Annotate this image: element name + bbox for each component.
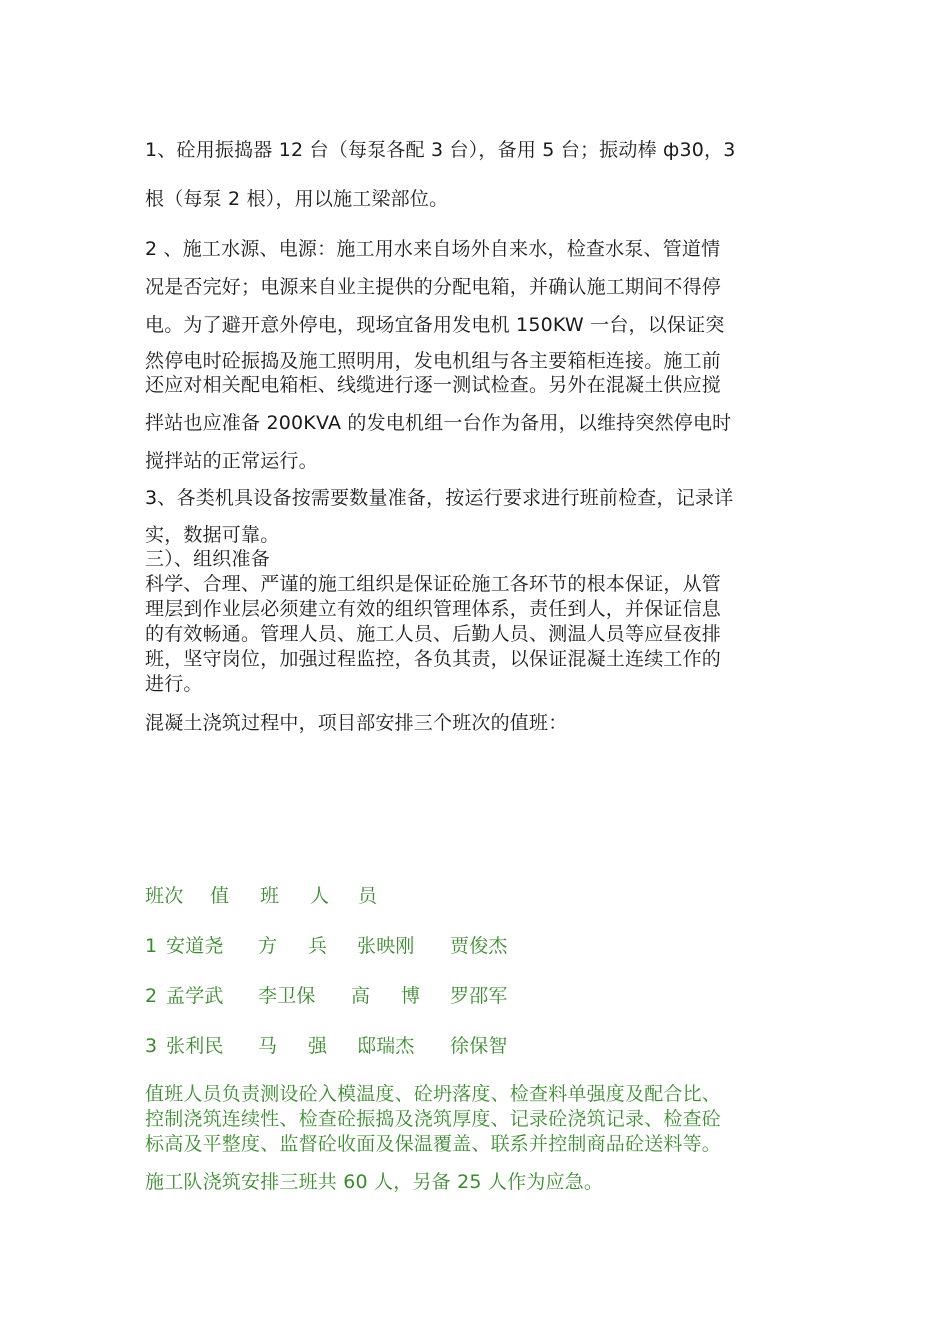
paragraph-organization-line-1: 科学、合理、严谨的施工组织是保证砼施工各环节的根本保证，从管	[145, 573, 722, 595]
paragraph-organization-line-5: 进行。	[145, 673, 203, 695]
staff-name: 马	[258, 1035, 278, 1057]
staff-name: 李卫保	[258, 985, 316, 1007]
paragraph-equipment-line-1: 3、各类机具设备按需要数量准备，按运行要求进行班前检查，记录详	[145, 487, 734, 509]
shift-number: 3	[145, 1035, 158, 1057]
staff-name: 博	[401, 985, 421, 1007]
shift-number: 1	[145, 935, 158, 957]
header-cell-2: 班	[260, 885, 280, 907]
paragraph-organization-line-4: 班，坚守岗位，加强过程监控，各负其责，以保证混凝土连续工作的	[145, 648, 722, 670]
paragraph-duty-line-2: 控制浇筑连续性、检查砼振捣及浇筑厚度、记录砼浇筑记录、检查砼	[145, 1108, 722, 1130]
staff-name: 强	[308, 1035, 328, 1057]
paragraph-power-line-7: 搅拌站的正常运行。	[145, 450, 318, 472]
paragraph-power-line-5: 还应对相关配电箱柜、线缆进行逐一测试检查。另外在混凝土供应搅	[145, 374, 722, 396]
paragraph-duty-line-3: 标高及平整度、监督砼收面及保温覆盖、联系并控制商品砼送料等。	[145, 1133, 722, 1155]
paragraph-equipment-line-2: 实，数据可靠。	[145, 524, 280, 546]
staff-name: 孟学武	[166, 985, 224, 1007]
section-heading: 三）、组织准备	[145, 548, 270, 570]
paragraph-crew: 施工队浇筑安排三班共 60 人，另备 25 人作为应急。	[145, 1171, 604, 1193]
paragraph-duty-line-1: 值班人员负责测设砼入模温度、砼坍落度、检查料单强度及配合比、	[145, 1083, 722, 1105]
staff-name: 安道尧	[166, 935, 224, 957]
staff-name: 罗邵军	[450, 985, 508, 1007]
staff-name: 贾俊杰	[450, 935, 508, 957]
paragraph-power-line-1: 2 、施工水源、电源：施工用水来自场外自来水，检查水泵、管道情	[145, 238, 721, 260]
header-cell-1: 值	[210, 885, 230, 907]
staff-name: 方	[258, 935, 278, 957]
staff-name: 邸瑞杰	[357, 1035, 415, 1057]
staff-name: 徐保智	[450, 1035, 508, 1057]
staff-name: 高	[351, 985, 371, 1007]
paragraph-organization-line-3: 的有效畅通。管理人员、施工人员、后勤人员、测温人员等应昼夜排	[145, 623, 722, 645]
paragraph-power-line-6: 拌站也应准备 200KVA 的发电机组一台作为备用，以维持突然停电时	[145, 412, 732, 434]
paragraph-power-line-2: 况是否完好；电源来自业主提供的分配电箱，并确认施工期间不得停	[145, 276, 722, 298]
shift-number: 2	[145, 985, 158, 1007]
paragraph-power-line-4: 然停电时砼振捣及施工照明用，发电机组与各主要箱柜连接。施工前	[145, 350, 722, 372]
header-cell-shift: 班次	[145, 885, 184, 907]
paragraph-shift-intro: 混凝土浇筑过程中，项目部安排三个班次的值班：	[145, 712, 568, 734]
staff-name: 张映刚	[357, 935, 415, 957]
staff-name: 张利民	[166, 1035, 224, 1057]
paragraph-vibrator-line-1: 1、砼用振捣器 12 台（每泵各配 3 台），备用 5 台；振动棒 ф30，3	[145, 139, 736, 161]
staff-name: 兵	[308, 935, 328, 957]
paragraph-organization-line-2: 理层到作业层必须建立有效的组织管理体系，责任到人，并保证信息	[145, 598, 722, 620]
paragraph-power-line-3: 电。为了避开意外停电，现场宜备用发电机 150KW 一台，以保证突	[145, 314, 725, 336]
header-cell-4: 员	[358, 885, 378, 907]
header-cell-3: 人	[310, 885, 330, 907]
paragraph-vibrator-line-2: 根（每泵 2 根），用以施工梁部位。	[145, 188, 449, 210]
